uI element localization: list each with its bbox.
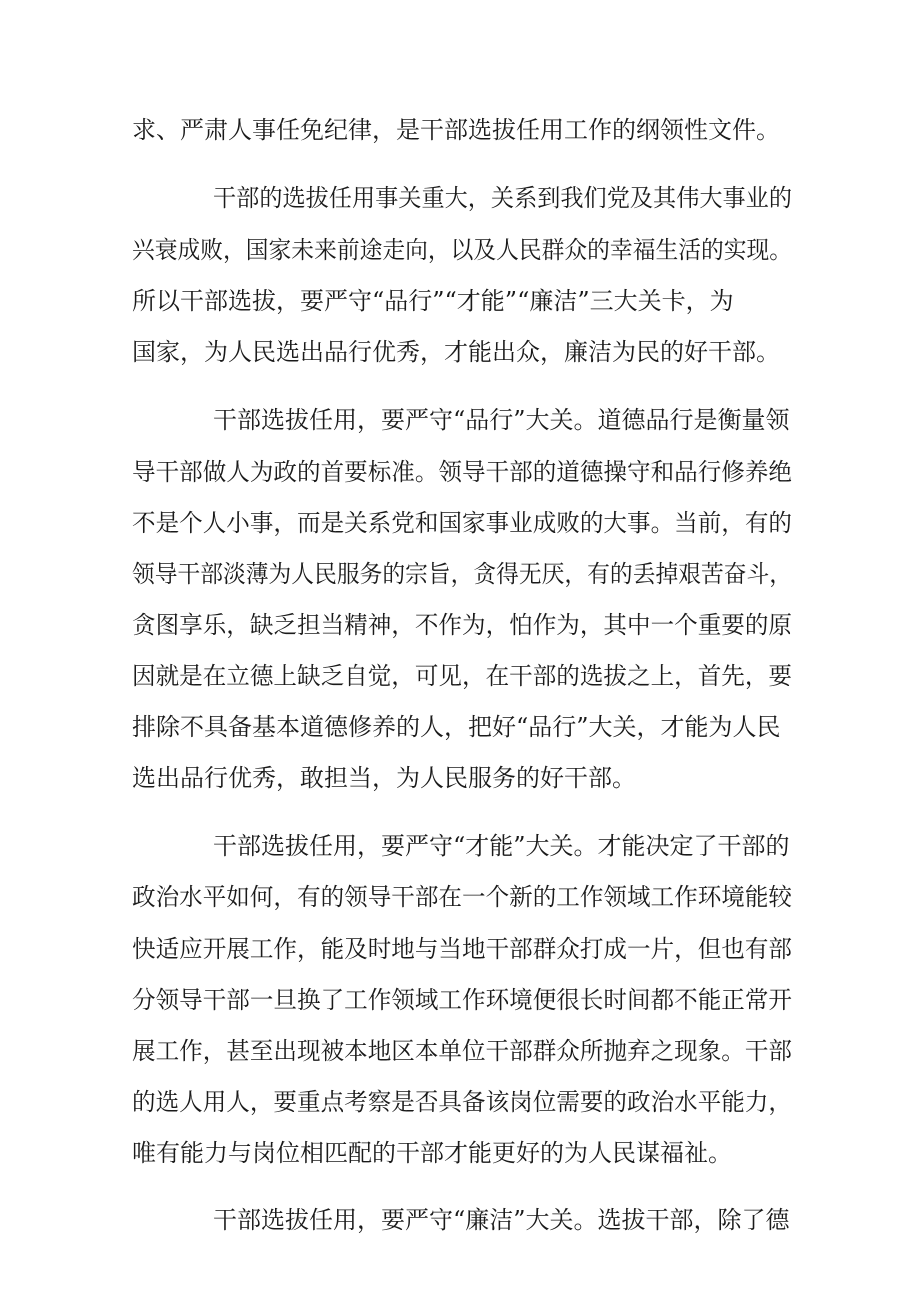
text-line: 干部的选拔任用事关重大，关系到我们党及其伟大事业的 bbox=[213, 184, 792, 212]
text-line: 分领导干部一旦换了工作领域工作环境便很长时间都不能正常开 bbox=[132, 986, 792, 1014]
text-line: 不是个人小事，而是关系党和国家事业成败的大事。当前，有的 bbox=[132, 509, 792, 537]
text-line: 的选人用人，要重点考察是否具备该岗位需要的政治水平能力， bbox=[132, 1088, 792, 1116]
text-line: 因就是在立德上缺乏自觉，可见，在干部的选拔之上，首先，要 bbox=[132, 662, 792, 690]
text-line: 国家，为人民选出品行优秀，才能出众，廉洁为民的好干部。 bbox=[132, 338, 780, 366]
text-line: 展工作，甚至出现被本地区本单位干部群众所抛弃之现象。干部 bbox=[132, 1037, 792, 1065]
text-line: 兴衰成败，国家未来前途走向，以及人民群众的幸福生活的实现。 bbox=[132, 236, 792, 264]
text-line: 唯有能力与岗位相匹配的干部才能更好的为人民谋福祉。 bbox=[132, 1139, 732, 1167]
text-line: 干部选拔任用，要严守“才能”大关。才能决定了干部的 bbox=[213, 832, 790, 860]
text-line: 所以干部选拔，要严守“品行”“才能”“廉洁”三大关卡，为 bbox=[132, 287, 734, 315]
text-line: 排除不具备基本道德修养的人，把好“品行”大关，才能为人民 bbox=[132, 713, 781, 741]
text-line: 干部选拔任用，要严守“品行”大关。道德品行是衡量领 bbox=[213, 406, 790, 434]
text-line: 选出品行优秀，敢担当，为人民服务的好干部。 bbox=[132, 764, 636, 792]
text-line: 导干部做人为政的首要标准。领导干部的道德操守和品行修养绝 bbox=[132, 458, 792, 486]
text-line: 快适应开展工作，能及时地与当地干部群众打成一片，但也有部 bbox=[132, 935, 792, 963]
text-line: 干部选拔任用，要严守“廉洁”大关。选拔干部，除了德 bbox=[213, 1206, 790, 1234]
text-line: 求、严肃人事任免纪律，是干部选拔任用工作的纲领性文件。 bbox=[132, 116, 780, 144]
text-line: 贪图享乐，缺乏担当精神，不作为，怕作为，其中一个重要的原 bbox=[132, 611, 792, 639]
text-line: 领导干部淡薄为人民服务的宗旨，贪得无厌，有的丢掉艰苦奋斗， bbox=[132, 560, 792, 588]
text-line: 政治水平如何，有的领导干部在一个新的工作领域工作环境能较 bbox=[132, 883, 792, 911]
